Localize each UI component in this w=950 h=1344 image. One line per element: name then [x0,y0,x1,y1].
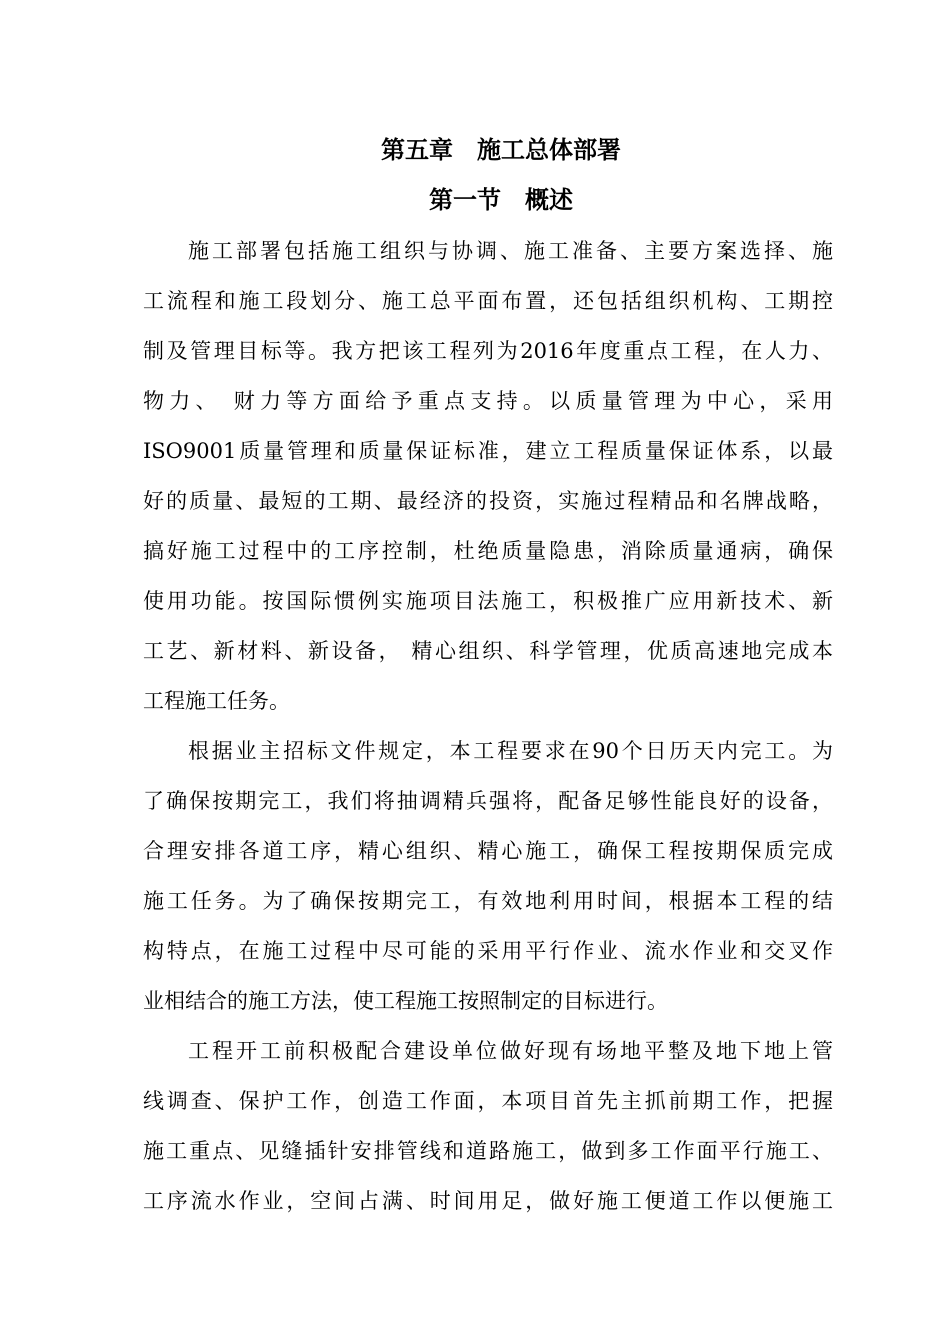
paragraph-2-line: 构特点，在施工过程中尽可能的采用平行作业、流水作业和交叉作 [143,939,833,963]
paragraph-2-line: 了确保按期完工，我们将抽调精兵强将，配备足够性能良好的设备， [143,789,833,813]
paragraph-1-line: 施工部署包括施工组织与协调、施工准备、主要方案选择、施 [188,239,833,263]
paragraph-2-line: 施工任务。为了确保按期完工，有效地利用时间，根据本工程的结 [143,889,833,913]
paragraph-1-line: 好的质量、最短的工期、最经济的投资，实施过程精品和名牌战略， [143,489,833,513]
paragraph-1-line: 使用功能。按国际惯例实施项目法施工，积极推广应用新技术、新 [143,589,833,613]
paragraph-3-line: 工程开工前积极配合建设单位做好现有场地平整及地下地上管 [188,1039,833,1063]
paragraph-1-line: 工程施工任务。 [143,689,290,713]
section-title: 第一节 概述 [429,185,573,214]
paragraph-1-line: ISO9001质量管理和质量保证标准，建立工程质量保证体系，以最 [143,439,833,463]
paragraph-2-line: 根据业主招标文件规定，本工程要求在90个日历天内完工。为 [188,739,833,763]
paragraph-3-line: 施工重点、见缝插针安排管线和道路施工，做到多工作面平行施工、 [143,1139,833,1163]
paragraph-3-line: 线调查、保护工作，创造工作面，本项目首先主抓前期工作，把握 [143,1089,833,1113]
paragraph-2-line: 业相结合的施工方法，使工程施工按照制定的目标进行。 [143,989,668,1013]
paragraph-1-line: 工艺、新材料、新设备， 精心组织、科学管理，优质高速地完成本 [143,639,833,663]
paragraph-2-line: 合理安排各道工序，精心组织、精心施工，确保工程按期保质完成 [143,839,833,863]
paragraph-1-line: 制及管理目标等。我方把该工程列为2016年度重点工程，在人力、 [143,339,833,363]
paragraph-1-line: 物力、 财力等方面给予重点支持。以质量管理为中心，采用 [143,389,833,413]
paragraph-1-line: 搞好施工过程中的工序控制，杜绝质量隐患，消除质量通病，确保 [143,539,833,563]
paragraph-3-line: 工序流水作业，空间占满、时间用足，做好施工便道工作以便施工 [143,1189,833,1213]
paragraph-1-line: 工流程和施工段划分、施工总平面布置，还包括组织机构、工期控 [143,289,833,313]
chapter-title: 第五章 施工总体部署 [381,135,621,164]
